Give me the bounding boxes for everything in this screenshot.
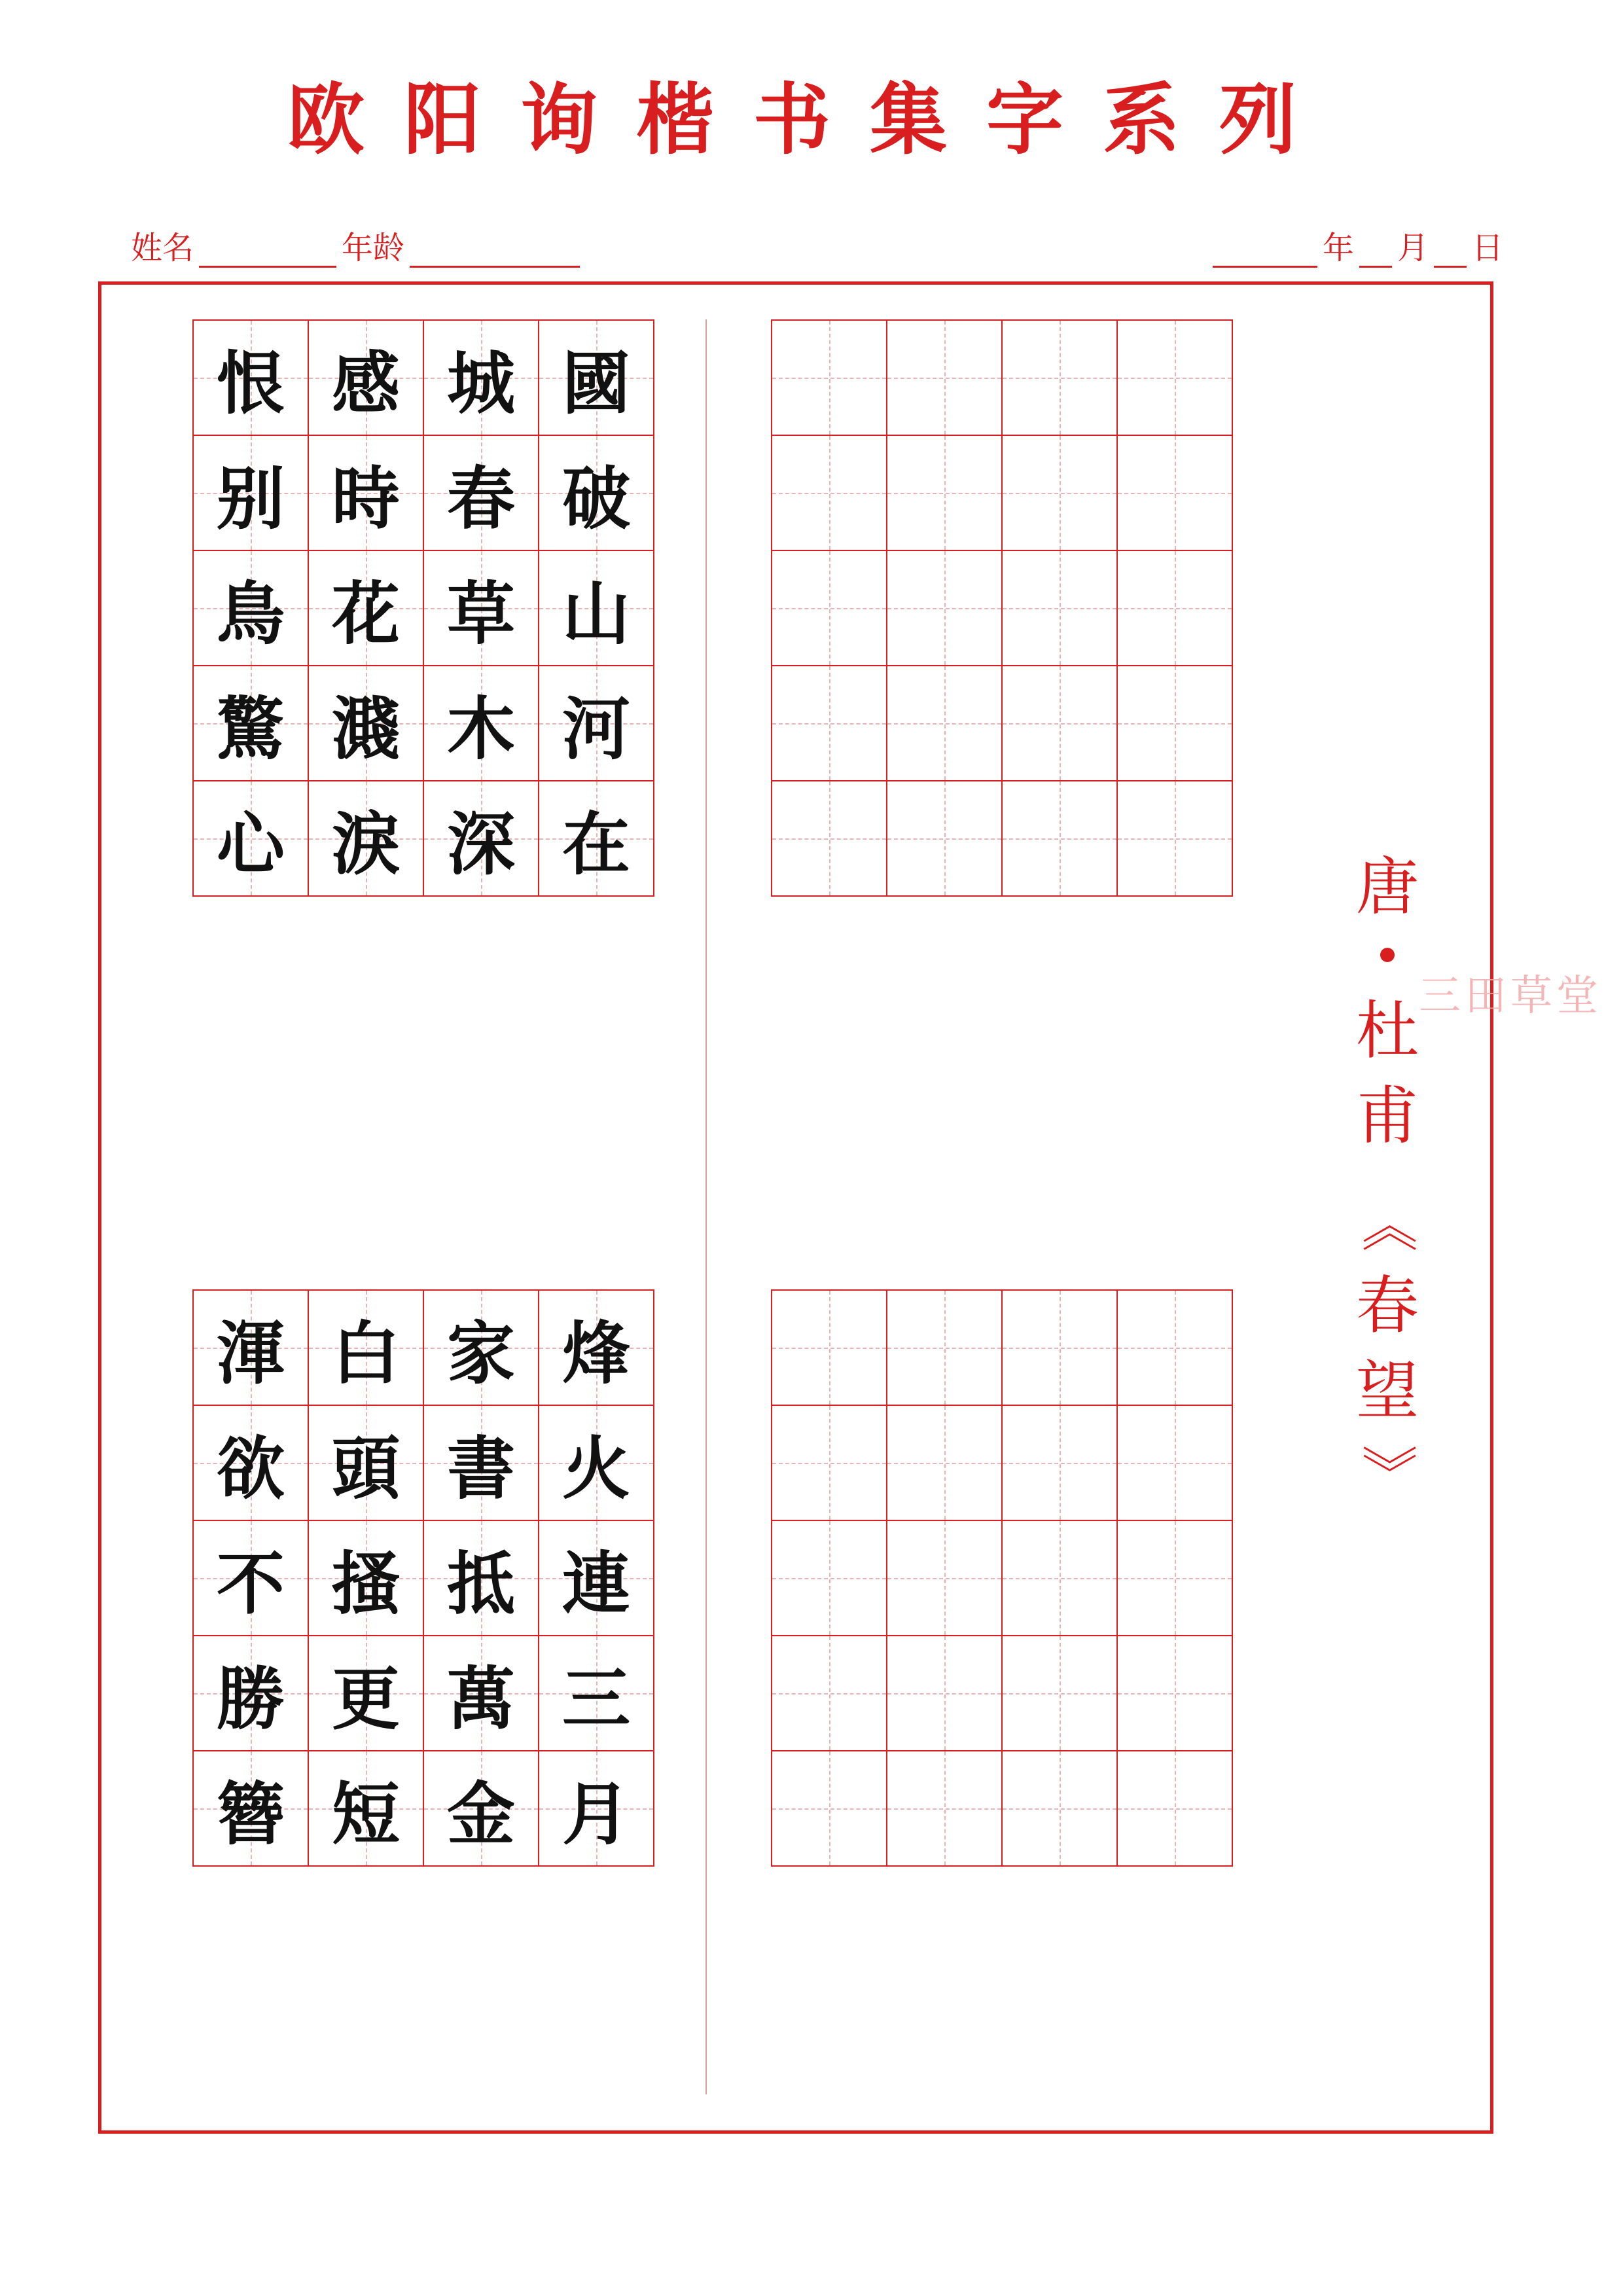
model-character: 草 (446, 573, 515, 654)
practice-cell[interactable] (887, 666, 1003, 781)
date-info (1207, 223, 1503, 268)
practice-cell[interactable] (772, 1636, 887, 1751)
model-cell (424, 321, 539, 436)
practice-cell[interactable] (887, 1291, 1003, 1406)
model-cell (424, 1751, 539, 1867)
practice-cell[interactable] (772, 1291, 887, 1406)
model-character: 山 (562, 573, 630, 654)
model-character: 三 (562, 1659, 630, 1739)
month-field[interactable] (1359, 237, 1392, 268)
practice-grid-bottom[interactable] (771, 1289, 1233, 1867)
model-character: 感 (331, 343, 400, 423)
separator-dot (1380, 948, 1395, 962)
practice-cell[interactable] (1118, 551, 1233, 666)
model-cell (194, 781, 309, 897)
author-name (1356, 988, 1419, 1158)
model-character: 木 (446, 689, 515, 769)
model-cell (424, 666, 539, 781)
vertical-character: 春 (1356, 1269, 1419, 1342)
model-character: 白 (331, 1313, 400, 1393)
model-cell (539, 436, 654, 551)
day-field[interactable] (1434, 237, 1467, 268)
year-field[interactable] (1213, 237, 1317, 268)
model-cell (309, 551, 424, 666)
model-character: 時 (331, 458, 400, 539)
month-label: 月 (1397, 230, 1429, 266)
model-cell (424, 1521, 539, 1636)
practice-cell[interactable] (887, 1751, 1003, 1867)
vertical-character: 甫 (1356, 1079, 1419, 1153)
practice-cell[interactable] (887, 321, 1003, 436)
model-cell (194, 436, 309, 551)
practice-cell[interactable] (1118, 1291, 1233, 1406)
model-character: 短 (331, 1774, 400, 1854)
practice-cell[interactable] (1003, 1291, 1118, 1406)
model-character: 火 (562, 1428, 630, 1509)
model-character: 深 (446, 804, 515, 884)
model-character: 連 (562, 1543, 630, 1624)
practice-cell[interactable] (1118, 321, 1233, 436)
practice-cell[interactable] (887, 1521, 1003, 1636)
model-cell (424, 436, 539, 551)
practice-cell[interactable] (1118, 1636, 1233, 1751)
model-character: 淚 (331, 804, 400, 884)
model-character: 國 (562, 343, 630, 423)
page-title: 欧阳询楷书集字系列 (287, 74, 1336, 165)
practice-cell[interactable] (1118, 1406, 1233, 1521)
model-cell (309, 666, 424, 781)
model-character: 恨 (216, 343, 285, 423)
model-character: 心 (216, 804, 285, 884)
model-cell (309, 1291, 424, 1406)
model-character: 抵 (446, 1543, 515, 1624)
model-cell (424, 1636, 539, 1751)
model-cell (539, 321, 654, 436)
model-grid-top (192, 319, 654, 897)
model-character: 驚 (216, 689, 285, 769)
title-close-mark: 》 (1355, 1444, 1420, 1501)
model-cell (539, 1406, 654, 1521)
model-character: 欲 (216, 1428, 285, 1509)
model-character: 城 (446, 343, 515, 423)
practice-grid-top[interactable] (771, 319, 1233, 897)
age-field[interactable] (410, 237, 580, 268)
model-cell (194, 1521, 309, 1636)
model-character: 金 (446, 1774, 515, 1854)
model-cell (424, 551, 539, 666)
model-cell (309, 1751, 424, 1867)
model-character: 搔 (331, 1543, 400, 1624)
center-divider (705, 319, 707, 2094)
model-cell (424, 781, 539, 897)
model-character: 河 (562, 689, 630, 769)
model-cell (194, 1636, 309, 1751)
practice-cell[interactable] (1003, 666, 1118, 781)
model-character: 春 (446, 458, 515, 539)
name-label: 姓名 (131, 230, 194, 266)
practice-cell[interactable] (772, 781, 887, 897)
model-cell (309, 1521, 424, 1636)
model-character: 濺 (331, 689, 400, 769)
model-cell (194, 1751, 309, 1867)
model-cell (424, 1291, 539, 1406)
model-cell (309, 1636, 424, 1751)
model-character: 簪 (216, 1774, 285, 1854)
practice-cell[interactable] (1003, 1406, 1118, 1521)
model-grid-bottom (192, 1289, 654, 1867)
model-character: 渾 (216, 1313, 285, 1393)
practice-cell[interactable] (772, 666, 887, 781)
vertical-character: 杜 (1356, 994, 1419, 1067)
model-cell (194, 666, 309, 781)
model-cell (309, 321, 424, 436)
model-character: 别 (216, 458, 285, 539)
practice-cell[interactable] (887, 436, 1003, 551)
practice-cell[interactable] (772, 321, 887, 436)
practice-cell[interactable] (1003, 551, 1118, 666)
year-label: 年 (1323, 230, 1355, 266)
model-character: 書 (446, 1428, 515, 1509)
model-cell (539, 1291, 654, 1406)
model-cell (194, 1406, 309, 1521)
age-label: 年龄 (342, 230, 405, 266)
poem-attribution (1338, 844, 1436, 1512)
model-character: 勝 (216, 1659, 285, 1739)
dynasty-label: 唐 (1356, 850, 1419, 924)
model-character: 花 (331, 573, 400, 654)
model-character: 更 (331, 1659, 400, 1739)
model-cell (309, 1406, 424, 1521)
model-character: 月 (562, 1774, 630, 1854)
model-character: 烽 (562, 1313, 630, 1393)
practice-cell[interactable] (1118, 436, 1233, 551)
practice-cell[interactable] (887, 1406, 1003, 1521)
model-cell (539, 781, 654, 897)
model-character: 家 (446, 1313, 515, 1393)
model-character: 萬 (446, 1659, 515, 1739)
watermark: 三田草堂 (1419, 972, 1602, 1020)
model-character: 不 (216, 1543, 285, 1624)
model-cell (539, 551, 654, 666)
practice-cell[interactable] (1003, 436, 1118, 551)
model-cell (424, 1406, 539, 1521)
practice-cell[interactable] (772, 551, 887, 666)
practice-cell[interactable] (772, 1521, 887, 1636)
vertical-character: 望 (1356, 1354, 1419, 1427)
model-cell (194, 1291, 309, 1406)
practice-cell[interactable] (772, 1406, 887, 1521)
practice-cell[interactable] (1003, 321, 1118, 436)
name-field[interactable] (199, 237, 336, 268)
model-cell (309, 781, 424, 897)
practice-cell[interactable] (1003, 1521, 1118, 1636)
practice-cell[interactable] (1003, 1636, 1118, 1751)
practice-cell[interactable] (1003, 1751, 1118, 1867)
practice-cell[interactable] (887, 1636, 1003, 1751)
model-character: 頭 (331, 1428, 400, 1509)
model-cell (539, 1751, 654, 1867)
practice-cell[interactable] (1003, 781, 1118, 897)
practice-cell[interactable] (1118, 1751, 1233, 1867)
model-cell (194, 551, 309, 666)
model-cell (539, 1636, 654, 1751)
model-character: 鳥 (216, 573, 285, 654)
practice-cell[interactable] (887, 781, 1003, 897)
student-info (131, 223, 585, 268)
practice-cell[interactable] (887, 551, 1003, 666)
practice-cell[interactable] (1118, 781, 1233, 897)
title-open-mark: 《 (1355, 1196, 1420, 1252)
practice-cell[interactable] (1118, 666, 1233, 781)
model-cell (539, 1521, 654, 1636)
poem-title (1356, 1263, 1419, 1433)
model-cell (194, 321, 309, 436)
practice-cell[interactable] (1118, 1521, 1233, 1636)
model-character: 破 (562, 458, 630, 539)
practice-cell[interactable] (772, 436, 887, 551)
model-cell (539, 666, 654, 781)
model-cell (309, 436, 424, 551)
model-character: 在 (562, 804, 630, 884)
practice-cell[interactable] (772, 1751, 887, 1867)
day-label: 日 (1472, 230, 1504, 266)
